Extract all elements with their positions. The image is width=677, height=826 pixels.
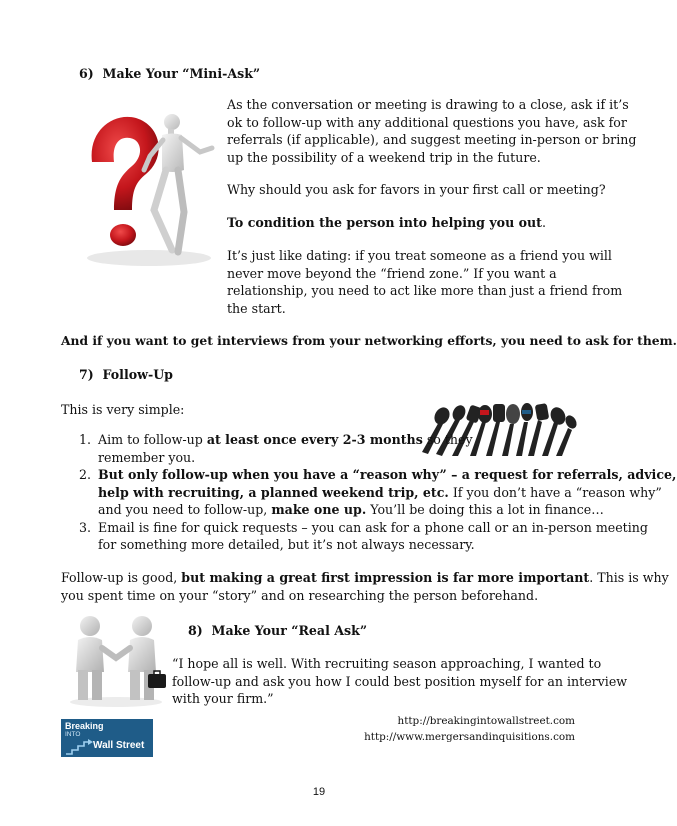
text-line: But only follow-up when you have a “reason why” – a request for referrals, advice, (98, 467, 677, 482)
question-mark-mannequin-icon (74, 100, 222, 270)
text-line: with your firm.” (172, 691, 274, 706)
text-bold: help with recruiting, a planned weekend trip, etc. (98, 484, 449, 500)
logo-text: INTO (65, 731, 81, 738)
text-bold: but making a great first impression is far more important (181, 570, 590, 585)
text-line: Email is fine for quick requests – you can ask for a phone call or an in-person meeting (98, 519, 648, 535)
text-line (61, 569, 669, 587)
list-item (66, 519, 648, 554)
section-6-question: Why should you ask for favors in your first call or meeting? (227, 182, 606, 197)
text-span: You’ll be doing this a lot in finance… (366, 502, 604, 517)
logo-text: Wall Street (93, 740, 145, 751)
text-bold: make one up. (271, 502, 367, 517)
text-line: referrals (if applicable), and suggest meeting in-person or bring (227, 132, 637, 147)
section-6-bold-statement: And if you want to get interviews from your networking efforts, you need to ask for them. (61, 333, 677, 348)
section-6-answer (227, 214, 546, 232)
list-item (66, 466, 677, 519)
section-7-number: 7) (79, 367, 94, 382)
list-item (66, 431, 586, 466)
text-line: for something more detailed, but it’s not always necessary. (98, 537, 475, 552)
text-span: Aim to follow-up (98, 432, 207, 447)
list-number: 1. (79, 432, 92, 447)
section-6-heading (79, 65, 260, 82)
section-6-paragraph-1 (227, 96, 636, 166)
section-8-title: Make Your “Real Ask” (211, 623, 368, 638)
text-line: you spent time on your “story” and on researching the person beforehand. (61, 587, 539, 603)
text-line (98, 484, 662, 502)
handshake-figures-icon (64, 612, 168, 708)
text-line: “I hope all is well. With recruiting season approaching, I wanted to (172, 656, 602, 671)
section-8-quote (172, 655, 627, 708)
text-span: and you need to follow-up, (98, 502, 272, 517)
text-bold: at least once every 2-3 months (206, 432, 423, 447)
breaking-into-wall-street-logo (61, 719, 153, 757)
section-6-title: Make Your “Mini-Ask” (102, 66, 261, 81)
list-number: 3. (79, 519, 92, 535)
text-span: If you don’t have a “reason why” (448, 484, 662, 500)
section-7-heading (79, 366, 173, 383)
footer-link-mi[interactable]: http://www.mergersandinquisitions.com (364, 731, 575, 743)
text-line (98, 501, 604, 519)
text-span: so they (422, 432, 473, 447)
text-line: follow-up and ask you how I could best position myself for an interview (172, 673, 628, 689)
text-line: As the conversation or meeting is drawing to a close, ask if it’s (227, 97, 629, 112)
text-line: It’s just like dating: if you treat someone as a friend you will (227, 248, 612, 263)
section-8-heading (188, 622, 367, 639)
staircase-arrow-icon (65, 739, 95, 755)
section-6-number: 6) (79, 66, 94, 81)
follow-up-list (66, 431, 677, 554)
text-line: relationship, you need to act like more than just a friend from (227, 283, 623, 298)
section-7-closing (61, 569, 669, 604)
text-line: never move beyond the “friend zone.” If you want a (227, 265, 557, 281)
text-line: the start. (227, 300, 286, 316)
text-line: ok to follow-up with any additional questions you have, ask for (227, 114, 627, 130)
section-8-number: 8) (188, 623, 203, 638)
list-number: 2. (79, 467, 92, 482)
text-line: up the possibility of a weekend trip in the future. (227, 149, 541, 165)
section-7-intro: This is very simple: (61, 402, 185, 417)
text-span: Follow-up is good, (61, 570, 182, 585)
section-7-title: Follow-Up (102, 367, 173, 382)
logo-text: Breaking (65, 721, 104, 731)
footer-link-bis[interactable]: http://breakingintowallstreet.com (397, 715, 575, 727)
page-number: 19 (312, 786, 326, 798)
text-line: remember you. (98, 449, 196, 465)
answer-bold: To condition the person into helping you out (227, 215, 542, 230)
section-6-paragraph-3 (227, 247, 622, 317)
text-span: . This is why (589, 570, 669, 585)
answer-end: . (542, 215, 547, 230)
text-line (98, 431, 586, 449)
